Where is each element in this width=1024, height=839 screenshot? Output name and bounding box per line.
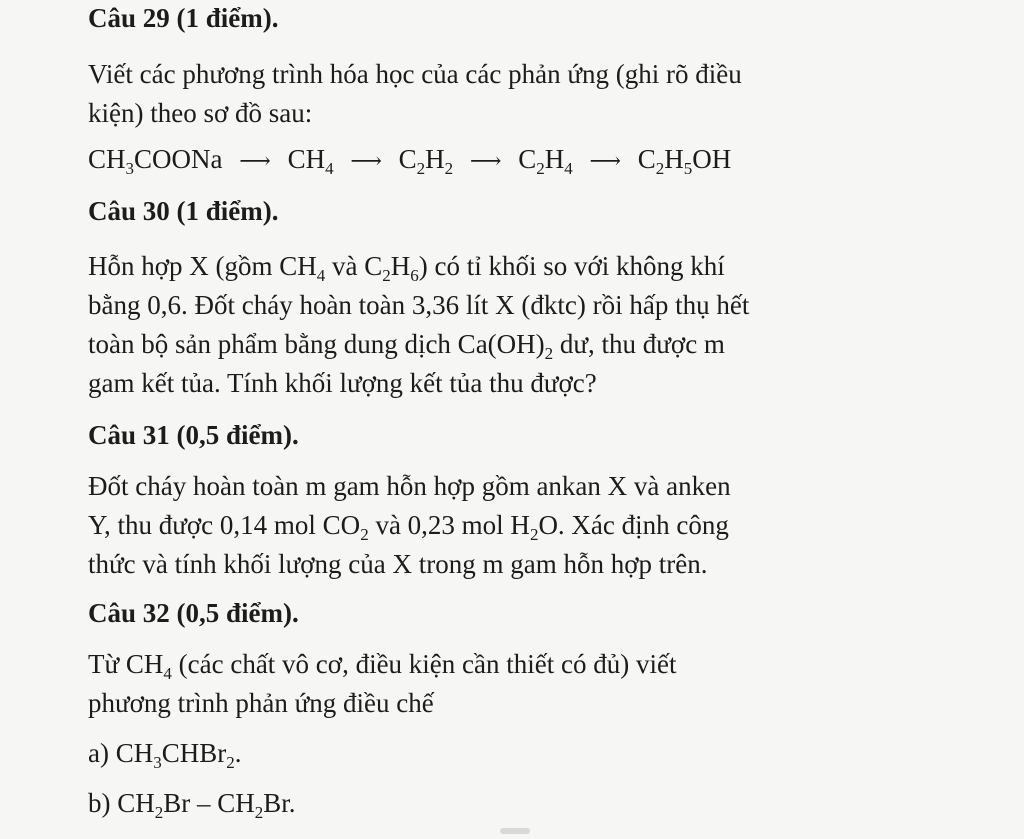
question-31-line-2: Y, thu được 0,14 mol $CO_2$ và 0,23 mol $H_2O$. Xác định công — [88, 510, 729, 544]
question-30-line-1: Hỗn hợp X (gồm $CH_4$ và $C_2H_6$) có tỉ khối so với không khí — [88, 251, 725, 285]
question-29-line-1: Viết các phương trình hóa học của các phản ứng (ghi rõ điều — [88, 59, 742, 89]
question-30-title: Câu 30 (1 điểm). — [88, 196, 279, 226]
question-30-line-3: toàn bộ sản phẩm bằng dung dịch $Ca(OH)_2$ dư, thu được m — [88, 329, 725, 363]
question-31-line-3: thức và tính khối lượng của X trong m gam hỗn hợp trên. — [88, 549, 708, 579]
scan-mark — [500, 828, 530, 834]
scheme-compound-5: $C_2H_5OH$ — [637, 144, 732, 178]
question-32-item-b: b) $CH_2Br - CH_2Br$. — [88, 788, 296, 822]
question-29-line-2: kiện) theo sơ đồ sau: — [88, 98, 313, 128]
scheme-arrow-3: ⟶ — [469, 148, 502, 173]
scheme-arrow-1: ⟶ — [239, 148, 271, 173]
question-30-line-2: bằng 0,6. Đốt cháy hoàn toàn 3,36 lít X (đktc) rồi hấp thụ hết — [88, 290, 750, 320]
scheme-arrow-4: ⟶ — [589, 148, 621, 173]
question-32-line-2: phương trình phản ứng điều chế — [88, 688, 434, 718]
scheme-compound-3: $C_2H_2$ — [398, 144, 454, 178]
question-32-title: Câu 32 (0,5 điểm). — [88, 598, 299, 628]
question-30-line-4: gam kết tủa. Tính khối lượng kết tủa thu được? — [88, 368, 597, 398]
scheme-arrow-2: ⟶ — [350, 148, 382, 173]
scheme-compound-1: $CH_3COONa$ — [88, 144, 223, 178]
question-29-title: Câu 29 (1 điểm). — [88, 3, 279, 33]
question-31-title: Câu 31 (0,5 điểm). — [88, 420, 299, 450]
scheme-compound-2: $CH_4$ — [287, 144, 334, 178]
question-32-item-a: a) $CH_3CHBr_2$. — [88, 738, 242, 772]
question-32-line-1: Từ $CH_4$ (các chất vô cơ, điều kiện cần thiết có đủ) viết — [88, 649, 677, 683]
question-31-line-1: Đốt cháy hoàn toàn m gam hỗn hợp gồm ankan X và anken — [88, 471, 731, 501]
reaction-scheme — [88, 143, 731, 177]
scheme-compound-4: $C_2H_4$ — [518, 144, 573, 178]
